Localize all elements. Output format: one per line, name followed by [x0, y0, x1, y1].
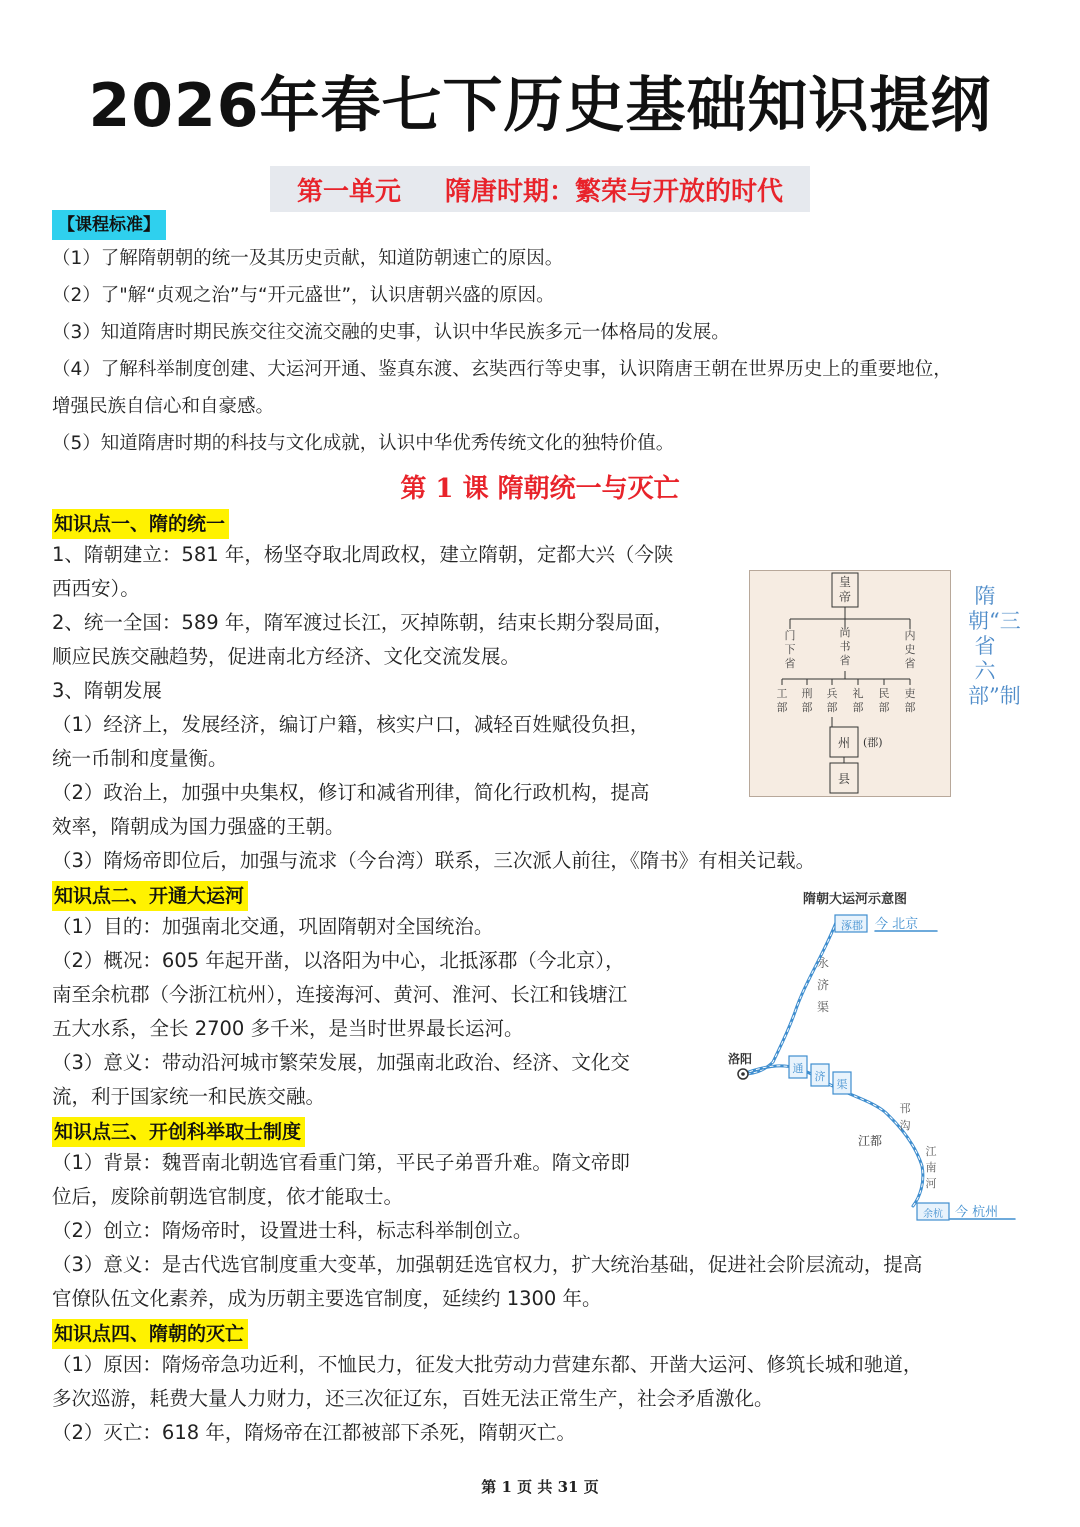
menxia-label: 门下省 — [784, 629, 796, 670]
kp3-line: （3）意义：是古代选官制度重大变革，加强朝廷选官权力，扩大统治基础，促进社会阶层流动，提高 — [52, 1253, 923, 1276]
li-ministry: 礼部 — [852, 687, 864, 714]
map-title: 隋朝大运河示意图 — [803, 892, 908, 907]
standard-item: （2）了"解“贞观之治”与“开元盛世”，认识唐朝兴盛的原因。 — [52, 285, 555, 306]
gong-ministry: 工部 — [776, 687, 788, 714]
kp3-line: 官僚队伍文化素养，成为历朝主要选官制度，延续约 1300 年。 — [52, 1287, 602, 1310]
shangshu-label: 尚书省 — [839, 626, 851, 667]
tongji-char: 渠 — [836, 1078, 848, 1091]
prefecture-note: (郡) — [863, 736, 883, 749]
kp2-line: （1）目的：加强南北交通，巩固隋朝对全国统治。 — [52, 915, 494, 938]
kp2-line: 流，利于国家统一和民族交融。 — [52, 1085, 326, 1108]
luoyang-label: 洛阳 — [728, 1052, 753, 1066]
standard-item: （3）知道隋唐时期民族交往交流交融的史事，认识中华民族多元一体格局的发展。 — [52, 322, 730, 343]
kp3-line: 位后，废除前朝选官制度，依才能取士。 — [52, 1185, 404, 1208]
tongji-char: 通 — [792, 1062, 804, 1075]
kp3-line: （2）创立：隋炀帝时，设置进士科，标志科举制创立。 — [52, 1219, 533, 1242]
county-label: 县 — [837, 772, 850, 786]
standards-tag: 【课程标准】 — [52, 210, 166, 240]
kp1-line: 顺应民族交融趋势，促进南北方经济、文化交流发展。 — [52, 645, 521, 668]
yongji-canal-label: 永济渠 — [816, 956, 829, 1014]
unit-banner — [270, 166, 810, 212]
kp4-line: （1）原因：隋炀帝急功近利，不恤民力，征发大批劳动力营建东都、开凿大运河、修筑长城和驰道， — [52, 1353, 923, 1376]
kp3-heading: 知识点三、开创科举取士制度 — [52, 1117, 305, 1147]
kp1-line: 统一币制和度量衡。 — [52, 747, 228, 770]
hangou-label: 邗沟 — [899, 1102, 911, 1132]
emperor-label: 皇帝 — [838, 575, 851, 604]
kp1-line: （2）政治上，加强中央集权，修订和减省刑律，简化行政机构，提高 — [52, 781, 650, 804]
hangzhou-label: 今 杭州 — [955, 1205, 999, 1220]
kp4-line: 多次巡游，耗费大量人力财力，还三次征辽东，百姓无法正常生产，社会矛盾激化。 — [52, 1387, 774, 1410]
bing-ministry: 兵部 — [826, 687, 838, 714]
prefecture-label: 州 — [837, 736, 850, 750]
kp4-line: （2）灭亡：618 年，隋炀帝在江都被部下杀死，隋朝灭亡。 — [52, 1421, 576, 1444]
yuhang-label: 余杭 — [923, 1209, 943, 1220]
lesson-title: 第 1 课 隋朝统一与灭亡 — [400, 474, 680, 504]
beijing-label: 今 北京 — [875, 917, 919, 932]
min-ministry: 民部 — [878, 687, 890, 714]
org-chart-caption: 隋朝“三省六部”制 — [968, 584, 1021, 708]
kp1-line: 2、统一全国：589 年，隋军渡过长江，灭掉陈朝，结束长期分裂局面， — [52, 611, 674, 634]
kp1-line: 西西安）。 — [52, 577, 140, 600]
kp3-line: （1）背景：魏晋南北朝选官看重门第，平民子弟晋升难。隋文帝即 — [52, 1151, 630, 1174]
kp1-line: 效率，隋朝成为国力强盛的王朝。 — [52, 815, 345, 838]
jiangnan-canal-label: 江南河 — [925, 1145, 937, 1190]
grand-canal-map — [725, 882, 1045, 1227]
kp2-line: 五大水系，全长 2700 多千米，是当时世界最长运河。 — [52, 1017, 524, 1040]
zhuojun-label: 涿郡 — [841, 919, 863, 932]
kp2-line: （3）意义：带动沿河城市繁荣发展，加强南北政治、经济、文化交 — [52, 1051, 630, 1074]
canal-route — [725, 882, 1045, 1227]
kp2-line: （2）概况：605 年起开凿，以洛阳为中心，北抵涿郡（今北京）， — [52, 949, 625, 972]
kp1-line: （1）经济上，发展经济，编订户籍，核实户口，减轻百姓赋役负担， — [52, 713, 650, 736]
standard-item: （5）知道隋唐时期的科技与文化成就，认识中华优秀传统文化的独特价值。 — [52, 433, 675, 454]
standard-item: （4）了解科举制度创建、大运河开通、鉴真东渡、玄奘西行等史事，认识隋唐王朝在世界历史上的重要地位， — [52, 359, 952, 380]
page-footer: 第 1 页 共 31 页 — [481, 1478, 599, 1496]
xing-ministry: 刑部 — [801, 687, 813, 714]
page-title: 2026年春七下历史基础知识提纲 — [88, 71, 992, 141]
tongji-char: 济 — [814, 1070, 826, 1083]
personnel-ministry: 吏部 — [904, 687, 916, 714]
standard-item: （1）了解隋朝朝的统一及其历史贡献，知道防朝速亡的原因。 — [52, 248, 564, 269]
neishi-label: 内史省 — [904, 629, 916, 670]
unit-name: 隋唐时期：繁荣与开放的时代 — [445, 176, 784, 207]
three-provinces-chart — [749, 570, 951, 797]
kp1-heading: 知识点一、隋的统一 — [52, 509, 229, 539]
kp4-heading: 知识点四、隋朝的灭亡 — [52, 1319, 248, 1349]
kp2-heading: 知识点二、开通大运河 — [52, 881, 248, 911]
kp1-line: 3、隋朝发展 — [52, 679, 162, 702]
standard-item: 增强民族自信心和自豪感。 — [52, 396, 275, 417]
kp2-line: 南至余杭郡（今浙江杭州），连接海河、黄河、淮河、长江和钱塘江 — [52, 983, 628, 1006]
kp1-line: （3）隋炀帝即位后，加强与流求（今台湾）联系，三次派人前往，《隋书》有相关记载。 — [52, 849, 816, 872]
kp1-line: 1、隋朝建立：581 年，杨坚夺取北周政权，建立隋朝，定都大兴（今陕 — [52, 543, 674, 566]
jiangdu-label: 江都 — [858, 1134, 883, 1148]
unit-label: 第一单元 — [296, 176, 401, 207]
